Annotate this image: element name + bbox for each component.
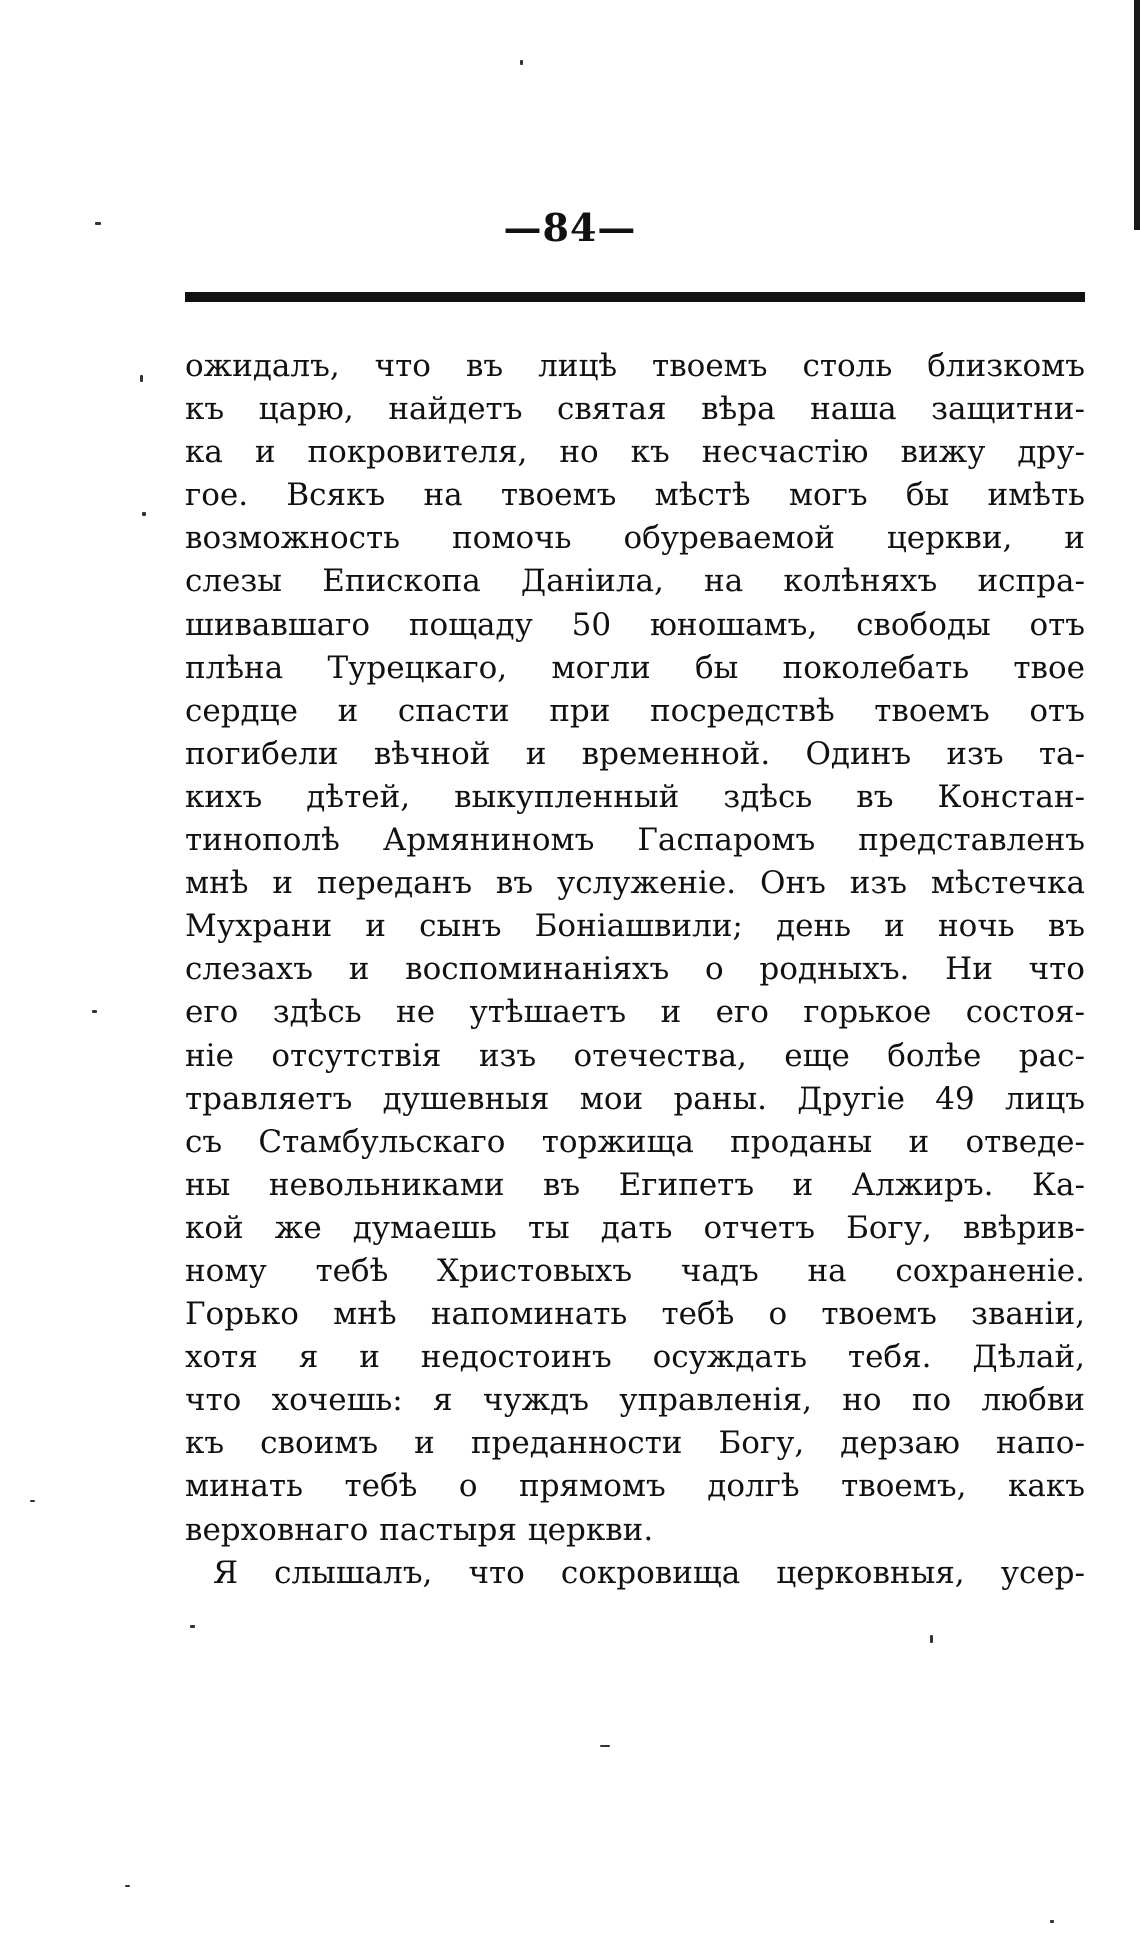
word: церкви. — [527, 1511, 654, 1548]
word: могли — [551, 649, 651, 686]
word: царю, — [258, 391, 354, 428]
word: и — [660, 994, 682, 1031]
word: состоя- — [965, 994, 1085, 1031]
word: кихъ — [185, 778, 263, 815]
word: его — [715, 994, 769, 1031]
word: та- — [1038, 735, 1085, 772]
word: отъ — [1029, 692, 1085, 729]
word: травляетъ — [185, 1080, 353, 1117]
word: ка — [185, 434, 223, 471]
word: преданности — [470, 1425, 683, 1462]
word: въ — [856, 778, 894, 815]
word: долгѣ — [707, 1468, 800, 1505]
word: торжища — [541, 1123, 694, 1160]
word: управленія, — [619, 1382, 812, 1419]
word: и — [365, 908, 386, 945]
text-line — [185, 345, 1085, 388]
scan-speck — [600, 1745, 610, 1747]
word: ты — [527, 1209, 570, 1246]
page-edge-shadow — [1134, 0, 1140, 230]
word: найдетъ — [388, 391, 523, 428]
text-line — [185, 905, 1085, 948]
word: и — [414, 1425, 435, 1462]
word: но — [559, 434, 599, 471]
text-line — [185, 1422, 1085, 1465]
word: изъ — [946, 735, 1004, 772]
text-line — [185, 1293, 1085, 1336]
word: къ — [185, 1425, 225, 1462]
text-line — [185, 560, 1085, 603]
word: вѣчной — [373, 735, 491, 772]
word: изъ — [478, 1037, 537, 1074]
word: слезахъ — [185, 951, 313, 988]
word: Даніила, — [520, 563, 664, 600]
text-line — [185, 733, 1085, 776]
word: спасти — [397, 692, 510, 729]
word: пощаду — [408, 606, 533, 643]
word: мои — [579, 1080, 644, 1117]
word: столь — [802, 348, 893, 384]
word: Турецкаго, — [327, 649, 508, 686]
word: ожидалъ, — [185, 348, 340, 384]
word: поколебать — [782, 649, 970, 686]
scan-speck — [190, 1625, 195, 1628]
word: изъ — [849, 865, 908, 902]
word: какъ — [1007, 1468, 1085, 1505]
word: воспоминаніяхъ — [405, 951, 670, 988]
word: и — [359, 1339, 380, 1376]
word: могъ — [788, 477, 868, 514]
scan-speck — [92, 1010, 97, 1013]
word: осуждать — [652, 1339, 808, 1376]
text-line — [185, 1379, 1085, 1422]
word: помочь — [452, 520, 572, 557]
word: шивавшаго — [185, 606, 371, 643]
word: отъ — [1029, 606, 1085, 643]
word: къ — [630, 434, 670, 471]
word: близкомъ — [927, 348, 1085, 384]
word: испра- — [977, 563, 1085, 600]
word: пастыря — [379, 1511, 517, 1548]
word: Богу, — [846, 1209, 932, 1246]
word: ному — [185, 1252, 267, 1289]
word: 50 — [571, 606, 612, 643]
word: и — [254, 434, 276, 471]
word: возможность — [185, 520, 401, 557]
word: по — [911, 1382, 952, 1419]
word: плѣна — [185, 649, 284, 686]
word: тебѣ — [315, 1252, 389, 1289]
word: болѣе — [887, 1037, 982, 1074]
word: временной. — [581, 735, 771, 772]
word: на — [807, 1252, 847, 1289]
word: твое — [1013, 649, 1085, 686]
scan-speck — [30, 1500, 35, 1502]
word: утѣшаетъ — [469, 994, 627, 1031]
word: что — [185, 1382, 242, 1419]
word: здѣсь — [272, 994, 362, 1031]
text-line — [185, 474, 1085, 517]
word: твоемъ — [874, 692, 990, 729]
word: дру- — [1017, 434, 1085, 471]
word: и — [792, 1166, 814, 1203]
text-line — [185, 431, 1085, 474]
word: Гаспаромъ — [637, 822, 816, 859]
word: сердце — [185, 692, 298, 729]
word: невольниками — [268, 1166, 505, 1203]
word: твоемъ, — [841, 1468, 967, 1505]
page-number: —84— — [503, 205, 637, 250]
word: его — [185, 994, 239, 1031]
word: и — [1064, 520, 1085, 557]
word: Епископа — [322, 563, 481, 600]
word: я — [433, 1382, 453, 1419]
word: мѣстѣ — [654, 477, 751, 514]
word: гое. — [185, 477, 249, 514]
word: 49 — [935, 1080, 975, 1117]
word: имѣть — [987, 477, 1085, 514]
word: что — [374, 348, 431, 384]
word: дерзаю — [840, 1425, 960, 1462]
body-text — [185, 345, 1085, 1595]
word: Всякъ — [286, 477, 386, 514]
word: отечества, — [573, 1037, 747, 1074]
word: вижу — [900, 434, 986, 471]
word: родныхъ. — [759, 951, 910, 988]
text-line — [185, 1336, 1085, 1379]
paragraph-start-line — [185, 1552, 1085, 1595]
word: ночь — [937, 908, 1015, 945]
word: я — [298, 1339, 319, 1376]
word: о — [458, 1468, 478, 1505]
word: кой — [185, 1209, 244, 1246]
word: верховнаго — [185, 1511, 369, 1548]
word: Другіе — [797, 1080, 906, 1117]
word: слезы — [185, 563, 282, 600]
word: свободы — [856, 606, 991, 643]
scan-speck — [520, 60, 523, 65]
word: на — [423, 477, 463, 514]
text-line — [185, 1035, 1085, 1078]
word: при — [549, 692, 611, 729]
word: сынъ — [419, 908, 502, 945]
text-line — [185, 690, 1085, 733]
scan-speck — [140, 375, 143, 382]
word: хотя — [185, 1339, 258, 1376]
word: мнѣ — [185, 865, 249, 902]
word: Богу, — [718, 1425, 805, 1462]
text-line — [185, 991, 1085, 1034]
word: отсутствія — [271, 1037, 442, 1074]
word: хочешь: — [271, 1382, 403, 1419]
word: еще — [784, 1037, 850, 1074]
header-rule — [185, 292, 1085, 302]
scan-speck — [1050, 1920, 1054, 1923]
word: Христовыхъ — [437, 1252, 633, 1289]
word: въ — [495, 865, 534, 902]
word: рас- — [1018, 1037, 1085, 1074]
paragraph-start-text: Я слышалъ, что сокровища церковныя, усер- — [213, 1554, 1085, 1591]
word: несчастію — [701, 434, 869, 471]
word: званіи, — [971, 1296, 1085, 1333]
word: и — [525, 735, 547, 772]
word: наша — [810, 391, 897, 428]
word: Египетъ — [618, 1166, 755, 1203]
word: лицѣ — [538, 348, 618, 384]
scan-speck — [125, 1885, 130, 1887]
scan-speck — [142, 512, 146, 516]
word: чуждъ — [482, 1382, 589, 1419]
word: тебѣ — [344, 1468, 418, 1505]
word: горькое — [803, 994, 932, 1031]
scan-speck — [930, 1635, 933, 1643]
word: и — [337, 692, 359, 729]
word: напо- — [995, 1425, 1085, 1462]
text-line — [185, 1250, 1085, 1293]
word: Одинъ — [805, 735, 912, 772]
word: минать — [185, 1468, 303, 1505]
text-line — [185, 948, 1085, 991]
word: Онъ — [760, 865, 826, 902]
text-line — [185, 862, 1085, 905]
word: дать — [600, 1209, 673, 1246]
text-line — [185, 819, 1085, 862]
text-line — [185, 647, 1085, 690]
word: не — [396, 994, 436, 1031]
word: душевныя — [382, 1080, 550, 1117]
word: церкви, — [886, 520, 1013, 557]
word: думаешь — [352, 1209, 497, 1246]
word: но — [842, 1382, 882, 1419]
word: и — [348, 951, 370, 988]
word: и — [908, 1123, 930, 1160]
word: отчетъ — [703, 1209, 815, 1246]
text-line — [185, 1164, 1085, 1207]
word: Констан- — [937, 778, 1085, 815]
word: твоемъ — [652, 348, 768, 384]
word: колѣняхъ — [783, 563, 938, 600]
text-line — [185, 1207, 1085, 1250]
word: бы — [905, 477, 950, 514]
word: представленъ — [858, 822, 1085, 859]
word: защитни- — [931, 391, 1085, 428]
word: любви — [981, 1382, 1085, 1419]
word: же — [274, 1209, 322, 1246]
word: прямомъ — [519, 1468, 666, 1505]
word: переданъ — [316, 865, 473, 902]
word: тебѣ — [661, 1296, 735, 1333]
word: твоемъ — [821, 1296, 937, 1333]
word: обуреваемой — [623, 520, 835, 557]
word: твоемъ — [500, 477, 617, 514]
word: Армяниномъ — [382, 822, 595, 859]
word: въ — [465, 348, 504, 384]
word: съ — [185, 1123, 223, 1160]
text-line — [185, 1121, 1085, 1164]
word: недостоинъ — [420, 1339, 612, 1376]
word: Боніашвили; — [534, 908, 743, 945]
text-line — [185, 604, 1085, 647]
word: сохраненіе. — [895, 1252, 1085, 1289]
text-line — [185, 1078, 1085, 1121]
word: дѣтей, — [306, 778, 411, 815]
word: тинополѣ — [185, 822, 340, 859]
text-line — [185, 517, 1085, 560]
word: Алжиръ. — [851, 1166, 994, 1203]
word: и — [884, 908, 905, 945]
word: въ — [1047, 908, 1085, 945]
word: мѣстечка — [930, 865, 1085, 902]
word: вѣра — [701, 391, 776, 428]
word: ны — [185, 1166, 231, 1203]
scan-speck — [95, 222, 101, 225]
word: о — [704, 951, 724, 988]
word: Горько — [185, 1296, 299, 1333]
word: посредствѣ — [650, 692, 835, 729]
text-line — [185, 1509, 1085, 1552]
word: отведе- — [965, 1123, 1085, 1160]
word: лицъ — [1004, 1080, 1085, 1117]
word: тебя. — [847, 1339, 932, 1376]
word: напоминать — [430, 1296, 628, 1333]
word: на — [704, 563, 744, 600]
word: въ — [542, 1166, 581, 1203]
word: Мухрани — [185, 908, 333, 945]
word: и — [272, 865, 294, 902]
word: выкупленный — [454, 778, 680, 815]
word: услуженіе. — [556, 865, 737, 902]
word: святая — [556, 391, 667, 428]
word: погибели — [185, 735, 339, 772]
word: покровителя, — [307, 434, 528, 471]
text-line — [185, 776, 1085, 819]
word: о — [768, 1296, 788, 1333]
word: ніе — [185, 1037, 234, 1074]
word: бы — [694, 649, 739, 686]
word: день — [776, 908, 852, 945]
word: Стамбульскаго — [258, 1123, 506, 1160]
word: юношамъ, — [649, 606, 818, 643]
word: ввѣрив- — [962, 1209, 1085, 1246]
word: Дѣлай, — [972, 1339, 1085, 1376]
word: Ка- — [1031, 1166, 1085, 1203]
word: что — [1028, 951, 1085, 988]
word: проданы — [730, 1123, 873, 1160]
text-line — [185, 388, 1085, 431]
word: здѣсь — [723, 778, 813, 815]
text-line — [185, 1465, 1085, 1508]
word: къ — [185, 391, 225, 428]
word: раны. — [673, 1080, 767, 1117]
word: Ни — [945, 951, 993, 988]
word: своимъ — [260, 1425, 379, 1462]
word: мнѣ — [333, 1296, 397, 1333]
word: чадъ — [680, 1252, 759, 1289]
